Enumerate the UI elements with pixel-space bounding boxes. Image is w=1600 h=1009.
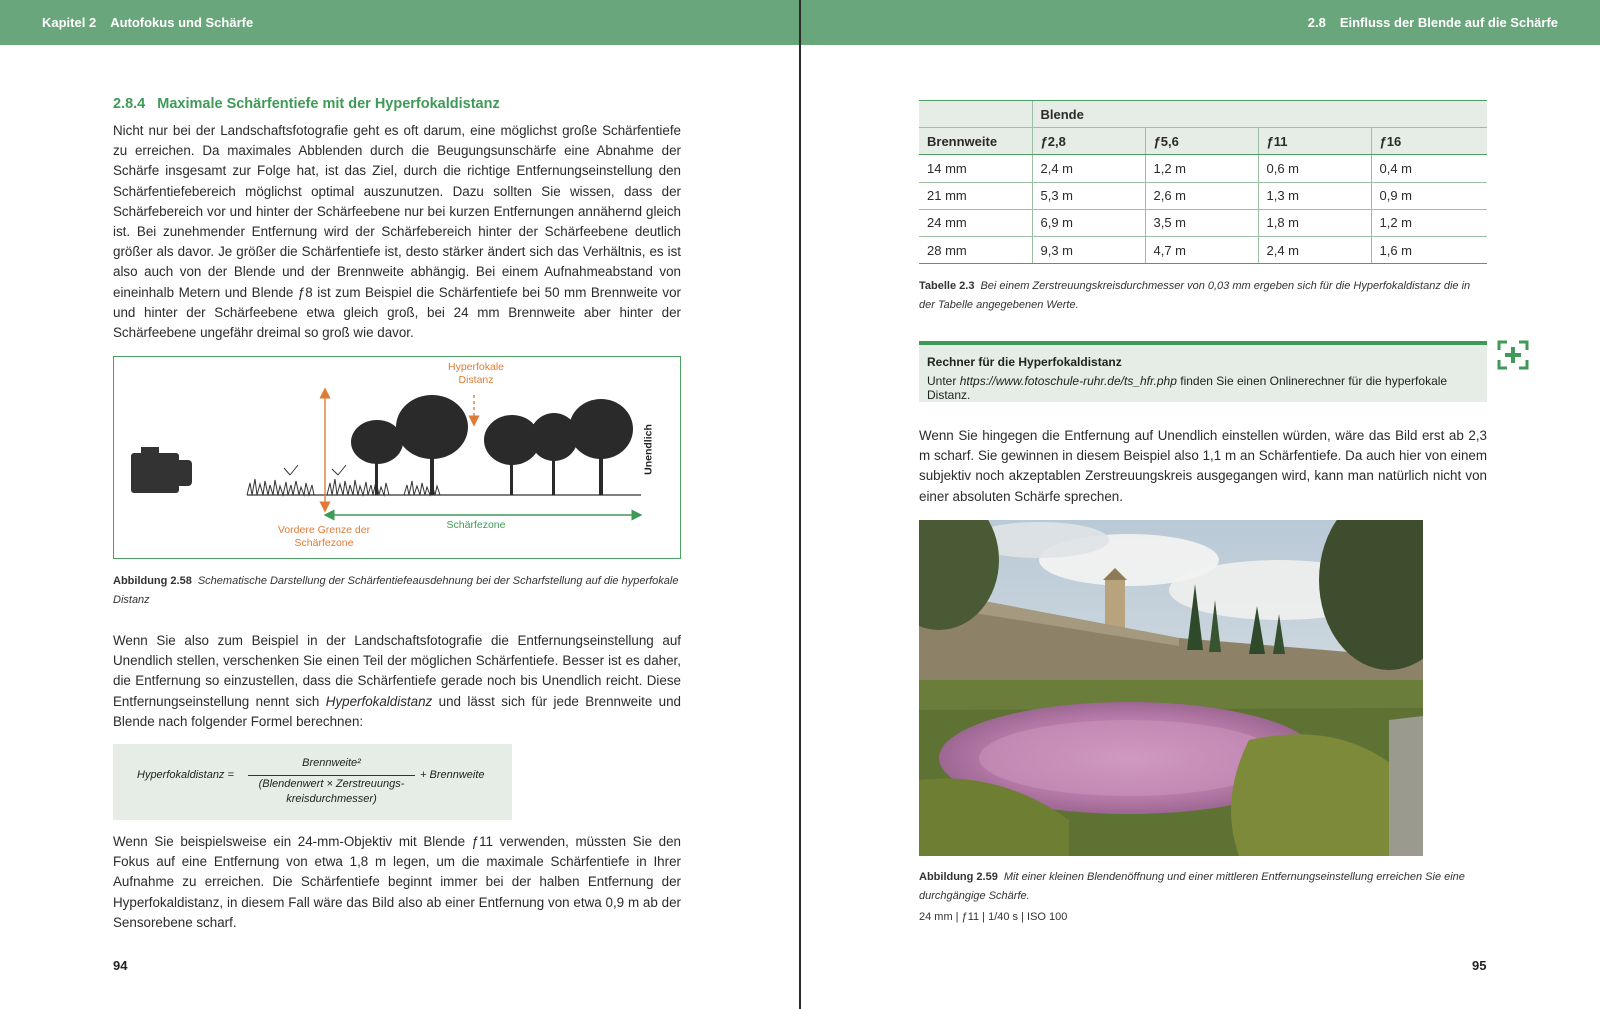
table-corner [919,101,1032,128]
hyperfocal-term: Hyperfokaldistanz [325,693,433,709]
photo-caption [919,868,1487,906]
formula-denominator-2: kreisdurchmesser) [286,793,377,805]
table-cell: 1,8 m [1258,209,1371,236]
info-box-text-part2: finden Sie einen Onlinerechner für die hyperfokale Distanz. [927,374,1448,402]
fraction-line [248,775,415,776]
table-row [919,209,1487,236]
info-box [919,341,1487,402]
trees-icon [351,395,633,495]
photo-exif: 24 mm | ƒ11 | 1/40 s | ISO 100 [919,911,1068,923]
garden-photo-image [919,520,1423,856]
sharpness-zone-label: Schärfezone [446,519,506,531]
table-cell: 0,6 m [1258,155,1371,182]
figure-caption-text: Schematische Darstellung der Schärfentiefeausdehnung bei der Scharfstellung auf die hyperfokale Distanz [113,575,679,606]
table-cell: 9,3 m [1032,236,1145,263]
section-number-right: 2.8 [1307,15,1326,30]
section-title-right: Einfluss der Blende auf die Schärfe [1339,15,1558,30]
hyperfocal-table [919,100,1487,264]
chapter-number: Kapitel 2 [42,15,97,30]
camera-icon [131,447,192,493]
info-box-title: Rechner für die Hyperfokaldistanz [927,355,1122,369]
table-col-header: ƒ11 [1258,128,1371,155]
photo-caption-text: Mit einer kleinen Blendenöffnung und einer mittleren Entfernungseinstellung erreichen Sie eine durchgängige Schärfe. [919,871,1465,902]
table-row-header: Brennweite [919,128,1032,155]
table-row [919,182,1487,209]
table-cell: 1,6 m [1371,236,1487,263]
figure-number: Abbildung 2.58 [113,575,192,587]
plus-bracket-icon [1497,340,1529,370]
table-cell: 1,2 m [1371,209,1487,236]
table-cell: 0,4 m [1371,155,1487,182]
hyperfocal-label: Hyperfokale Distanz [447,361,505,386]
diagram-graphic [114,357,682,560]
table-cell: 1,3 m [1258,182,1371,209]
table-cell: 1,2 m [1145,155,1258,182]
table-col-header: ƒ5,6 [1145,128,1258,155]
garden-photo [919,520,1423,856]
formula-denominator-1: (Blendenwert × Zerstreuungs- [258,778,405,790]
formula-numerator: Brennweite² [302,757,361,769]
table-col-header: ƒ2,8 [1032,128,1145,155]
formula-box [113,744,512,820]
depth-of-field-diagram [113,356,681,559]
table-cell: 2,6 m [1145,182,1258,209]
table-cell: 5,3 m [1032,182,1145,209]
calculator-link[interactable]: https://www.fotoschule-ruhr.de/ts_hfr.php [959,374,1177,388]
paragraph-hyperfocal [113,631,681,732]
near-limit-label: Vordere Grenze der Schärfezone [277,524,371,549]
table-cell-label: 28 mm [919,236,1032,263]
paragraph-intro: Nicht nur bei der Landschaftsfotografie geht es oft darum, eine möglichst große Schärfentiefe zu erreichen. Da maximales Abblenden durch die Beugungsunschärfe eine Abnahme der Schärfe insgesamt zur Folge hat, ist das Ziel, durch die richtige Entfernungseinstellung den Schärfentiefebereich möglichst optimal auszunutzen. Dazu sollten Sie wissen, dass der Schärfebereich vor und hinter der Schärfeebene nur bei kurzen Entfernungen annähernd gleich ist. Bei zunehmender Entfernung wird der Schärfebereich hinter der Schärfeebene deutlich größer als davor. Je größer die Schärfentiefe ist, desto stärker ändert sich das Verhältnis, es ist also auch von der Blende und der Brennweite abhängig. Bei einem Aufnahmeabstand von eineinhalb Metern und Blende ƒ8 ist zum Beispiel die Schärfentiefe bei 50 mm Brennweite vor und hinter der Schärfeebene etwa gleich groß, bei 24 mm Brennweite aber hinter der Schärfeebene ungefähr dreimal so groß wie davor. [113,123,681,341]
table-caption [919,277,1487,315]
grass-icon [247,465,440,495]
table-cell: 6,9 m [1032,209,1145,236]
table-header-row-2 [919,128,1487,155]
running-header-left [0,0,799,45]
page-number-right: 95 [1472,958,1487,973]
infinity-label: Unendlich [642,424,655,475]
table-number: Tabelle 2.3 [919,280,975,292]
chapter-title: Autofokus und Schärfe [110,15,254,30]
paragraph-hyperfocal-part2: und lässt sich für jede Brennweite und Blende nach folgender Formel berechnen: [113,693,682,729]
table-header-row-1 [919,101,1487,128]
table-cell: 0,9 m [1371,182,1487,209]
table-cell-label: 24 mm [919,209,1032,236]
table-cell: 2,4 m [1258,236,1371,263]
table-col-header: ƒ16 [1371,128,1487,155]
running-header-right [801,0,1600,45]
formula-lhs: Hyperfokaldistanz = [137,769,234,781]
section-title-text: Maximale Schärfentiefe mit der Hyperfokaldistanz [157,96,500,112]
table-cell-label: 21 mm [919,182,1032,209]
table-row [919,236,1487,263]
table-cell: 4,7 m [1145,236,1258,263]
photo-figure-number: Abbildung 2.59 [919,871,998,883]
table-row [919,155,1487,182]
section-heading [113,96,500,112]
paragraph-infinity: Wenn Sie hingegen die Entfernung auf Unendlich einstellen würden, wäre das Bild erst ab 2,3 m scharf. Sie gewinnen in diesem Beispiel also 1,1 m an Schärfentiefe. Da auch hier von einem subjektiv noch akzeptablen Zerstreuungskreis ausgegangen wird, kann man natürlich nicht von einer absoluten Schärfe sprechen. [919,428,1487,504]
paragraph-hyperfocal-part1: Wenn Sie also zum Beispiel in der Landschaftsfotografie die Entfernungseinstellung auf Unendlich stellen, verschenken Sie einen Teil der möglichen Schärfentiefe. Besser ist es daher, die Entfernung so einzustellen, dass die Schärfentiefe gerade noch bis Unendlich reicht. Diese Entfernungseinstellung nennt sich [113,633,681,709]
info-box-text [927,374,1479,402]
table-cell: 2,4 m [1032,155,1145,182]
formula-rhs: + Brennweite [420,769,485,781]
section-number: 2.8.4 [113,96,146,112]
paragraph-example: Wenn Sie beispielsweise ein 24-mm-Objektiv mit Blende ƒ11 verwenden, müssten Sie den Fokus auf eine Entfernung von etwa 1,8 m legen, um die maximale Schärfentiefe in Ihrer Aufnahme zu erreichen. Die Schärfentiefe beginnt immer bei der halben Entfernung der Hyperfokaldistanz, in diesem Fall wäre das Bild also ab einer Entfernung von etwa 0,9 m ab der Sensorebene scharf. [113,834,681,930]
table-caption-text: Bei einem Zerstreuungskreisdurchmesser von 0,03 mm ergeben sich für die Hyperfokaldistanz die in der Tabelle angegebenen Werte. [919,280,1471,311]
table-group-header: Blende [1032,101,1487,128]
left-page [0,0,799,1009]
figure-caption [113,572,681,610]
table-cell: 3,5 m [1145,209,1258,236]
table-cell-label: 14 mm [919,155,1032,182]
info-box-text-part1: Unter [927,374,960,388]
page-number-left: 94 [113,958,128,973]
